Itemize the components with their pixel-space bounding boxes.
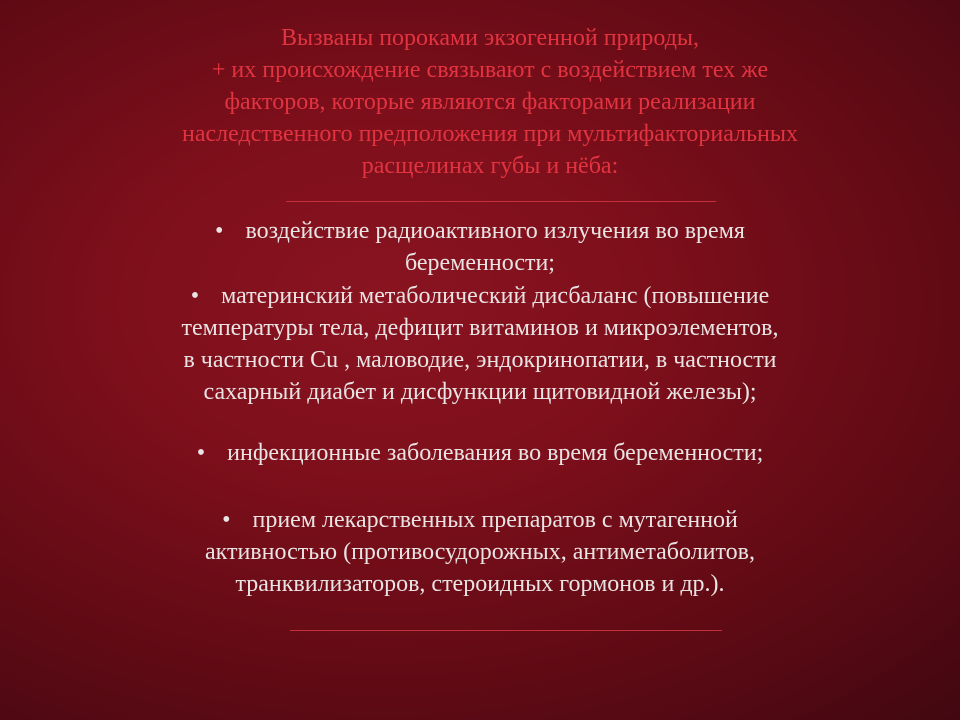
bullet-item: [40, 437, 920, 469]
bullet-icon: •: [222, 507, 231, 533]
heading-line: + их происхождение связывают с воздействием тех же: [211, 57, 769, 83]
heading-line: расщелинах губы и нёба:: [361, 153, 619, 179]
divider-top: [286, 201, 716, 202]
bullet-item: [40, 504, 920, 600]
bullet-icon: •: [190, 283, 200, 309]
bullet-text: инфекционные заболевания во время беременности;: [227, 440, 764, 466]
bullet-icon: •: [215, 218, 224, 244]
bullet-text: воздействие радиоактивного излучения во время: [245, 218, 745, 244]
bullet-line: [40, 437, 920, 469]
bullet-text: прием лекарственных препаратов с мутагенной: [252, 507, 738, 533]
heading-line: наследственного предположения при мультифакториальных: [181, 121, 798, 147]
bullet-text: материнский метаболический дисбаланс (повышение: [221, 283, 770, 309]
bullet-line: сахарный диабет и дисфункции щитовидной железы);: [203, 379, 757, 405]
bullet-line: беременности;: [405, 250, 555, 276]
bullet-item: [40, 280, 920, 408]
divider-bottom: [290, 630, 722, 631]
bullet-item: [40, 215, 920, 279]
bullet-line: [40, 504, 920, 536]
bullet-line: активностью (противосудорожных, антиметаболитов,: [204, 539, 756, 565]
heading-line: Вызваны пороками экзогенной природы,: [280, 25, 700, 51]
bullet-line: в частности Cu , маловодие, эндокринопатии, в частности: [183, 347, 777, 373]
bullet-line: транквилизаторов, стероидных гормонов и др.).: [235, 571, 725, 597]
bullet-line: [40, 280, 920, 312]
bullet-line: [40, 215, 920, 247]
bullet-line: температуры тела, дефицит витаминов и микроэлементов,: [181, 315, 779, 341]
heading-line: факторов, которые являются факторами реализации: [224, 89, 756, 115]
bullet-icon: •: [196, 440, 206, 466]
slide-heading: [60, 22, 920, 182]
